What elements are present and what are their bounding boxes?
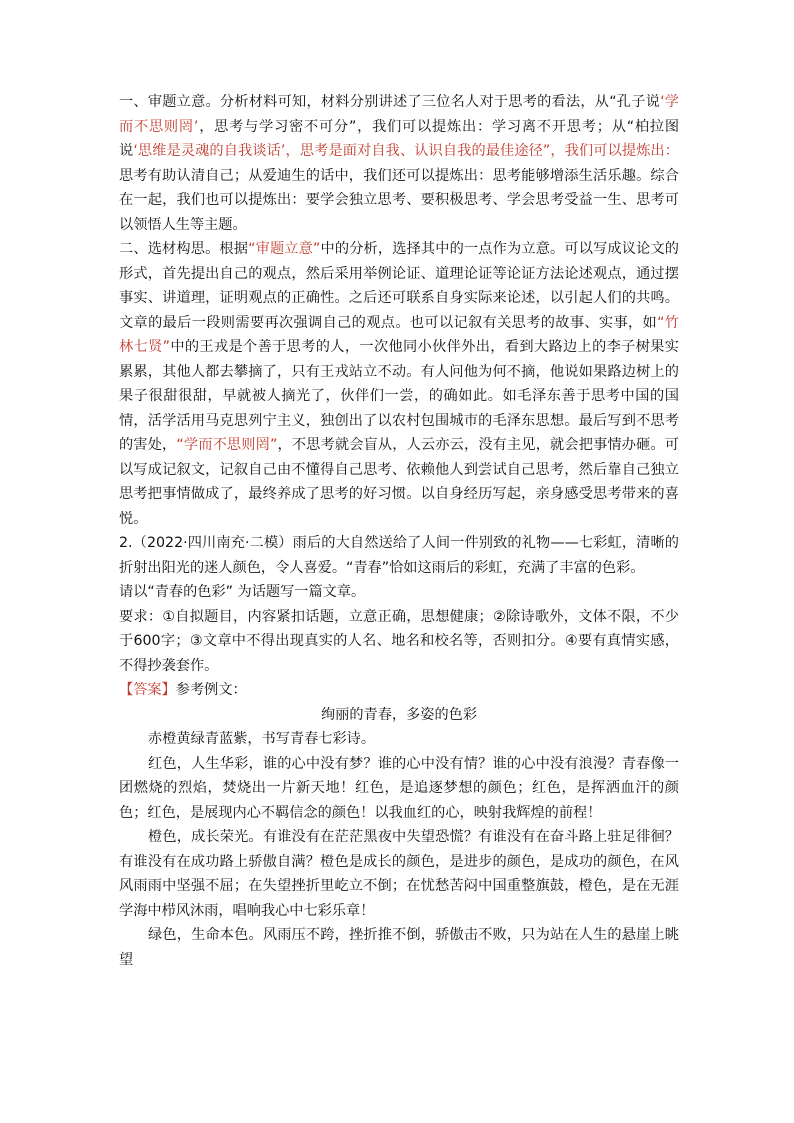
analysis-paragraph-2 (119, 237, 679, 531)
text-segment: 中的分析，选择其中的一点作为立意。可以写成议论文的形式，首先提出自己的观点，然后采用举例论证、道理论证等论证方法论述观点，通过摆事实、讲道理，证明观点的正确性。之后还可联系自身实际来论述，以引起人们的共鸣。文章的最后一段则需要再次强调自己的观点。也可以记叙有关思考的故事、实事，如 (119, 241, 679, 331)
essay-paragraph: 赤橙黄绿青蓝紫，书写青春七彩诗。 (148, 731, 376, 747)
question-requirements: 要求：①自拟题目，内容紧扣话题，立意正确，思想健康；②除诗歌外，文体不限，不少于600字；③文章中不得出现真实的人名、地名和校名等，否则扣分。④要有真情实感，不得抄袭套作。 (119, 608, 679, 674)
quote-highlight: ‘学而不思则罔’ (119, 94, 679, 135)
quote-highlight: “审题立意” (248, 241, 321, 257)
question-prompt: 请以“青春的色彩” 为话题写一篇文章。 (119, 584, 366, 600)
answer-header (119, 678, 679, 703)
text-segment: 思考有助认清自己；从爱迪生的话中，我们还可以提炼出：思考能够增添生活乐趣。综合在一起，我们也可以提炼出：要学会独立思考、要积极思考、学会思考受益一生、思考可以领悟人生等主题。 (119, 167, 679, 233)
document-content (119, 90, 679, 972)
essay-paragraph: 绿色，生命本色。风雨压不跨，挫折推不倒，骄傲击不败，只为站在人生的悬崖上眺望 (119, 927, 679, 968)
essay-paragraph: 红色，人生华彩，谁的心中没有梦？谁的心中没有情？谁的心中没有浪漫？青春像一团燃烧的烈焰，焚烧出一片新天地！红色，是追逐梦想的颜色；红色，是挥洒血汗的颜色；红色，是展现内心不羁信念的颜色！以我血红的心，映射我辉煌的前程！ (119, 755, 679, 821)
quote-highlight: “竹林七贤” (119, 314, 679, 355)
essay-paragraph: 橙色，成长荣光。有谁没有在茫茫黑夜中失望恐慌？有谁没有在奋斗路上驻足徘徊？有谁没有在成功路上骄傲自满？橙色是成长的颜色，是进步的颜色，是成功的颜色，在风风雨雨中坚强不屈；在失望挫折里屹立不倒；在忧愁苦闷中国重整旗鼓，橙色，是在无涯学海中栉风沐雨，唱响我心中七彩乐章！ (119, 829, 679, 919)
quote-highlight: ‘思维是灵魂的自我谈话’ (133, 143, 286, 159)
text-segment: ，思考与学习密不可分”，我们可以提炼出：学习离不开思考；从“柏拉图说 (119, 118, 680, 159)
essay-title: 绚丽的青春，多姿的色彩 (320, 706, 478, 723)
text-segment: 二、选材构思。根据 (119, 241, 249, 257)
text-segment-red: ，思考是面对自我、认识自我的最佳途径”，我们可以提炼出： (285, 143, 679, 159)
analysis-paragraph-1 (119, 90, 679, 237)
question-stem: 2.（2022·四川南充·二模）雨后的大自然送给了人间一件别致的礼物——七彩虹，清晰的折射出阳光的迷人颜色，令人喜爱。“青春”恰如这雨后的彩虹，充满了丰富的色彩。 (119, 535, 679, 576)
answer-tag: 【答案】 (119, 682, 176, 698)
text-segment: 中的王戎是个善于思考的人，一次他同小伙伴外出，看到大路边上的李子树果实累累，其他人都去攀摘了，只有王戎站立不动。有人问他为何不摘，他说如果路边树上的果子很甜很甜，早就被人摘光了，伙伴们一尝，的确如此。如毛泽东善于思考中国的国情，活学活用马克思列宁主义，独创出了以农村包围城市的毛泽东思想。最后写到不思考的害处， (119, 339, 679, 453)
quote-highlight: “学而不思则罔” (176, 437, 278, 453)
text-segment: ，不思考就会盲从，人云亦云，没有主见，就会把事情办砸。可以写成记叙文，记叙自己由不懂得自己思考、依赖他人到尝试自己思考，然后靠自己独立思考把事情做成了，最终养成了思考的好习惯。以自身经历写起，亲身感受思考带来的喜悦。 (119, 437, 679, 527)
text-segment: 一、审题立意。分析材料可知，材料分别讲述了三位名人对于思考的看法，从“孔子说 (119, 94, 661, 110)
answer-label: 参考例文： (175, 682, 247, 698)
